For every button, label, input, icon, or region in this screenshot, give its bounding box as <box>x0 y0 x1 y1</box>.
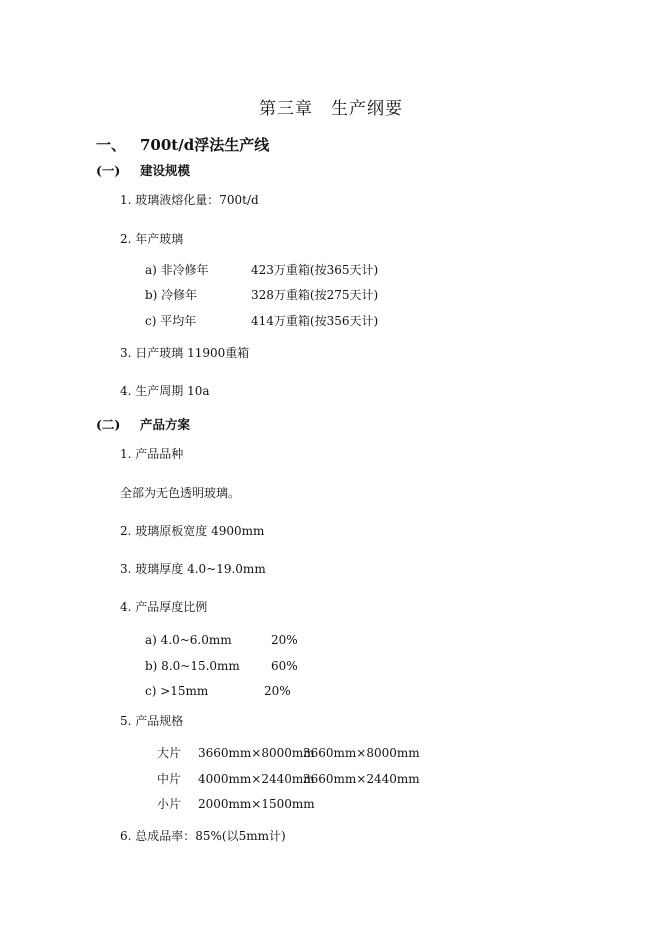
subsection-heading: 建设规模 <box>140 163 191 178</box>
list-item: 5. 产品规格 <box>120 714 184 728</box>
list-item: 4. 生产周期 10a <box>120 384 210 398</box>
sub-item-label: a) 4.0~6.0mm <box>145 633 232 647</box>
sub-item-label: c) 平均年 <box>145 314 197 328</box>
sub-item-value: 328万重箱(按275天计) <box>251 288 379 302</box>
list-item: 6. 总成品率：85%(以5mm计) <box>120 829 286 843</box>
list-item: 3. 玻璃厚度 4.0~19.0mm <box>120 562 266 576</box>
paragraph: 全部为无色透明玻璃。 <box>120 486 241 500</box>
list-item: 3. 日产玻璃 11900重箱 <box>120 346 250 360</box>
sub-item-label: b) 8.0~15.0mm <box>145 659 240 673</box>
sub-item-value: 20% <box>271 633 298 647</box>
sub-item-value: 60% <box>271 659 298 673</box>
spec-value: 2000mm×1500mm <box>198 797 315 811</box>
spec-value: 3660mm×2440mm <box>303 772 420 786</box>
sub-item-label: a) 非冷修年 <box>145 263 209 277</box>
page-title: 第三章 生产纲要 <box>259 99 403 119</box>
list-item: 2. 玻璃原板宽度 4900mm <box>120 524 265 538</box>
list-item: 4. 产品厚度比例 <box>120 600 208 614</box>
sub-item-label: b) 冷修年 <box>145 288 198 302</box>
spec-label: 中片 <box>157 772 182 786</box>
section-heading: 700t/d浮法生产线 <box>140 136 270 154</box>
spec-value: 3660mm×8000mm <box>198 746 315 760</box>
subsection-number: (二) <box>96 417 121 432</box>
spec-label: 小片 <box>157 797 182 811</box>
spec-value: 3660mm×8000mm <box>303 746 420 760</box>
sub-item-value: 20% <box>264 684 291 698</box>
list-item: 2. 年产玻璃 <box>120 232 184 246</box>
spec-value: 4000mm×2440mm <box>198 772 315 786</box>
list-item: 1. 产品品种 <box>120 447 184 461</box>
list-item: 1. 玻璃液熔化量：700t/d <box>120 193 259 207</box>
sub-item-label: c) >15mm <box>145 684 209 698</box>
section-number: 一、 <box>96 136 127 154</box>
subsection-heading: 产品方案 <box>140 417 191 432</box>
sub-item-value: 414万重箱(按356天计) <box>251 314 379 328</box>
spec-label: 大片 <box>157 746 182 760</box>
sub-item-value: 423万重箱(按365天计) <box>251 263 379 277</box>
subsection-number: (一) <box>96 163 121 178</box>
